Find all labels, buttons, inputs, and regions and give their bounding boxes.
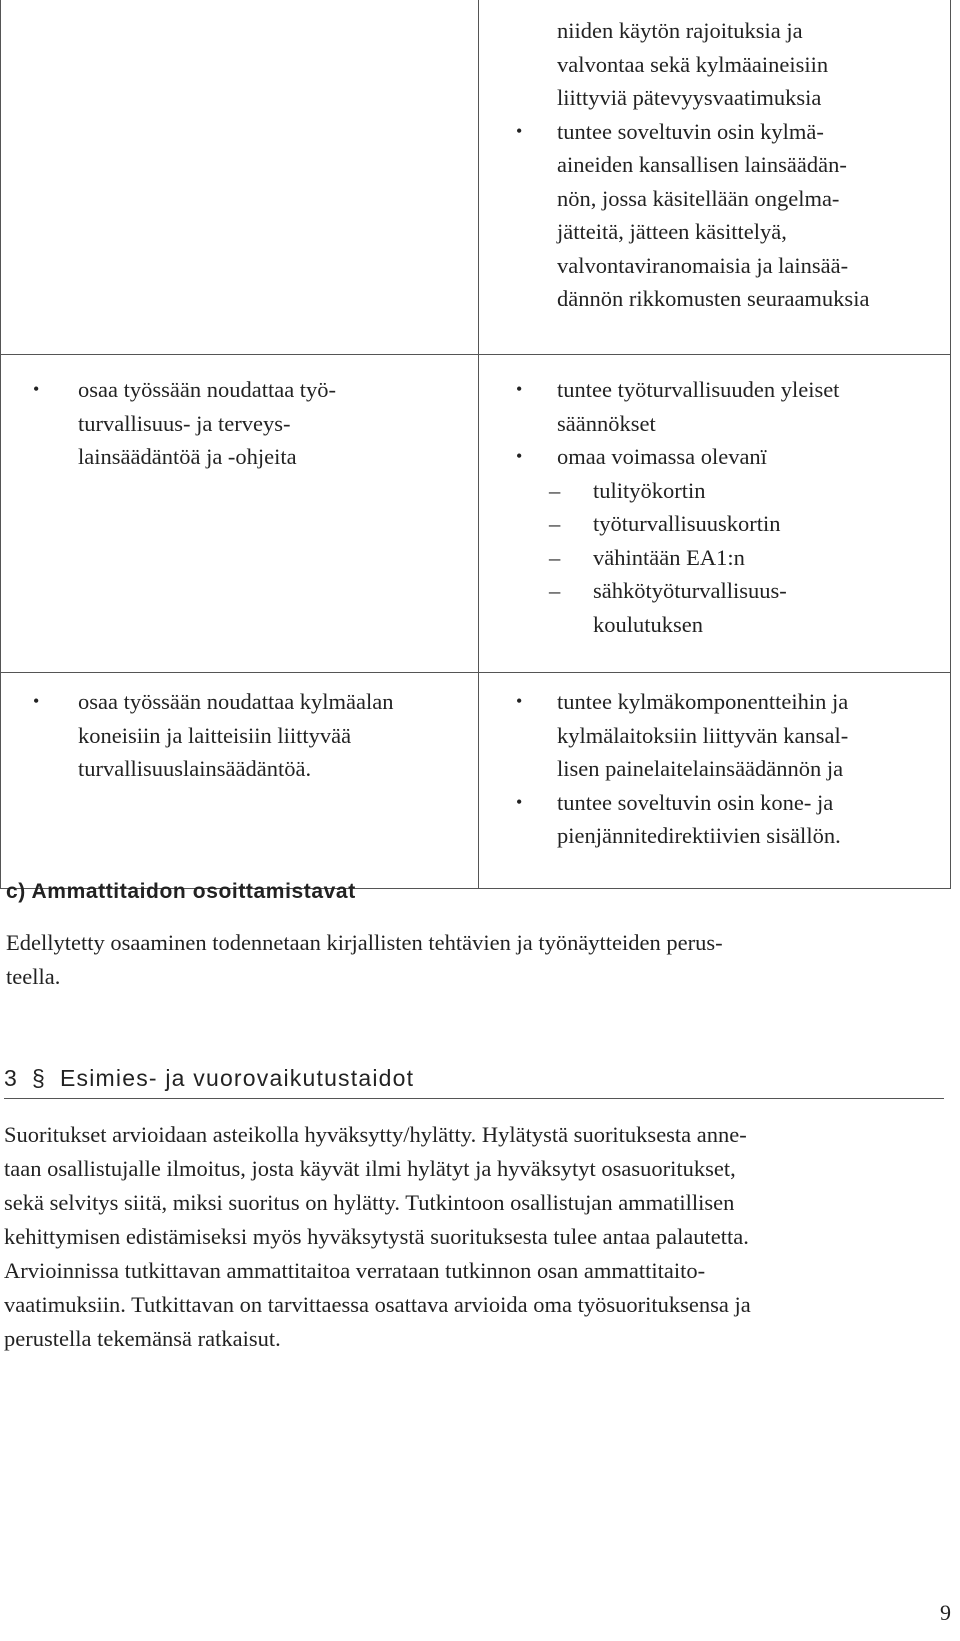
section-paragraph (4, 1118, 944, 1356)
bullet-list (1, 685, 478, 786)
list-item (479, 685, 950, 786)
text-line: tuntee kylmäkomponentteihin ja (557, 689, 849, 714)
section-heading: c) Ammattitaidon osoittamistavat (6, 880, 356, 903)
page-number: 9 (940, 1600, 951, 1625)
list-item (479, 115, 950, 316)
text-line: osaa työssään noudattaa kylmäalan (78, 689, 394, 714)
text-line: lisen painelaitelainsäädännön ja (557, 756, 844, 781)
dash-icon: – (549, 544, 561, 570)
bullet-icon: • (33, 379, 40, 399)
bullet-list (479, 373, 950, 474)
table-row (1, 355, 951, 673)
table-cell-right (479, 0, 951, 355)
text-line: valvontaa sekä kylmäaineisiin (557, 51, 829, 77)
text-line: aineiden kansallisen lainsäädän- (557, 152, 847, 177)
section-title (4, 1065, 944, 1099)
text-line: Arvioinnissa tutkittavan ammattitaitoa verrataan tutkinnon osan ammattitaito- (4, 1258, 706, 1283)
text-line: taan osallistujalle ilmoitus, josta käyvät ilmi hylätyt ja hyväksytyt osasuoritukset, (4, 1156, 736, 1181)
text-line: tuntee työturvallisuuden yleiset (557, 377, 840, 402)
text-line: tuntee soveltuvin osin kylmä- (557, 118, 824, 144)
list-item (479, 507, 950, 541)
list-item (1, 685, 478, 786)
text-line: Suoritukset arvioidaan asteikolla hyväksytty/hylätty. Hylätystä suorituksesta anne- (4, 1122, 747, 1147)
section-paragraph (6, 926, 941, 994)
text-line: nön, jossa käsitellään ongelma- (557, 185, 840, 211)
text-line: lainsäädäntöä ja -ohjeita (78, 444, 297, 469)
bullet-icon: • (516, 691, 523, 711)
section-sign: § (32, 1065, 46, 1091)
text-line: koulutuksen (593, 611, 703, 637)
text-line: kylmälaitoksiin liittyvän kansal- (557, 722, 849, 748)
dash-icon: – (549, 511, 561, 536)
list-item (479, 541, 950, 575)
bullet-icon: • (516, 446, 523, 466)
text-line: perustella tekemänsä ratkaisut. (4, 1326, 281, 1351)
list-item (1, 373, 478, 474)
text-line: vähintään EA1:n (593, 544, 745, 570)
section-number: 3 (4, 1065, 18, 1091)
text-line: sekä selvitys siitä, miksi suoritus on hylätty. Tutkintoon osallistujan ammatillisen (4, 1190, 735, 1215)
text-line: Edellytetty osaaminen todennetaan kirjallisten tehtävien ja työnäytteiden perus- (6, 930, 723, 955)
list-item (479, 474, 950, 508)
text-line: niiden käytön rajoituksia ja (557, 18, 803, 43)
section-title-text: Esimies- ja vuorovaikutustaidot (60, 1065, 415, 1091)
bullet-icon: • (33, 691, 40, 711)
table-cell-right (479, 355, 951, 673)
dash-icon: – (549, 477, 561, 503)
table-cell-left (1, 0, 479, 355)
list-item (479, 786, 950, 853)
text-line: vaatimuksiin. Tutkittavan on tarvittaessa osattava arvioida oma työsuorituksensa ja (4, 1292, 751, 1317)
text-line: teella. (6, 964, 61, 989)
text-line: sähkötyöturvallisuus- (593, 578, 787, 603)
bullet-icon: • (516, 379, 523, 399)
table-row (1, 673, 951, 889)
bullet-list (479, 685, 950, 853)
text-line: turvallisuuslainsäädäntöä. (78, 756, 312, 781)
bullet-list (479, 115, 950, 316)
text-line: valvontaviranomaisia ja lainsää- (557, 252, 849, 278)
text-line: kehittymisen edistämiseksi myös hyväksytystä suorituksesta tulee antaa palautetta. (4, 1224, 749, 1249)
table-cell-left (1, 355, 479, 673)
text-line: koneisiin ja laitteisiin liittyvää (78, 722, 352, 748)
table-row (1, 0, 951, 355)
text-line: osaa työssään noudattaa työ- (78, 377, 337, 402)
dash-icon: – (549, 578, 561, 603)
text-line: liittyviä pätevyysvaatimuksia (557, 85, 822, 110)
text-line: säännökset (557, 410, 656, 436)
dash-list (479, 474, 950, 642)
text-line: pienjännitedirektiivien sisällön. (557, 823, 841, 848)
text-line: jätteitä, jätteen käsittelyä, (557, 219, 787, 244)
bullet-icon: • (516, 791, 523, 812)
list-item (479, 373, 950, 440)
text-line: turvallisuus- ja terveys- (78, 410, 291, 436)
bullet-icon: • (516, 120, 523, 141)
bullet-list (1, 373, 478, 474)
text-line: työturvallisuuskortin (593, 511, 781, 536)
list-item (479, 440, 950, 474)
text-line: tuntee soveltuvin osin kone- ja (557, 789, 834, 815)
list-item (479, 574, 950, 641)
text-line: dännön rikkomusten seuraamuksia (557, 286, 870, 311)
text-line: omaa voimassa olevanï (557, 444, 767, 469)
text-line: tulityökortin (593, 477, 706, 503)
table-cell-left (1, 673, 479, 889)
table-cell-right (479, 673, 951, 889)
